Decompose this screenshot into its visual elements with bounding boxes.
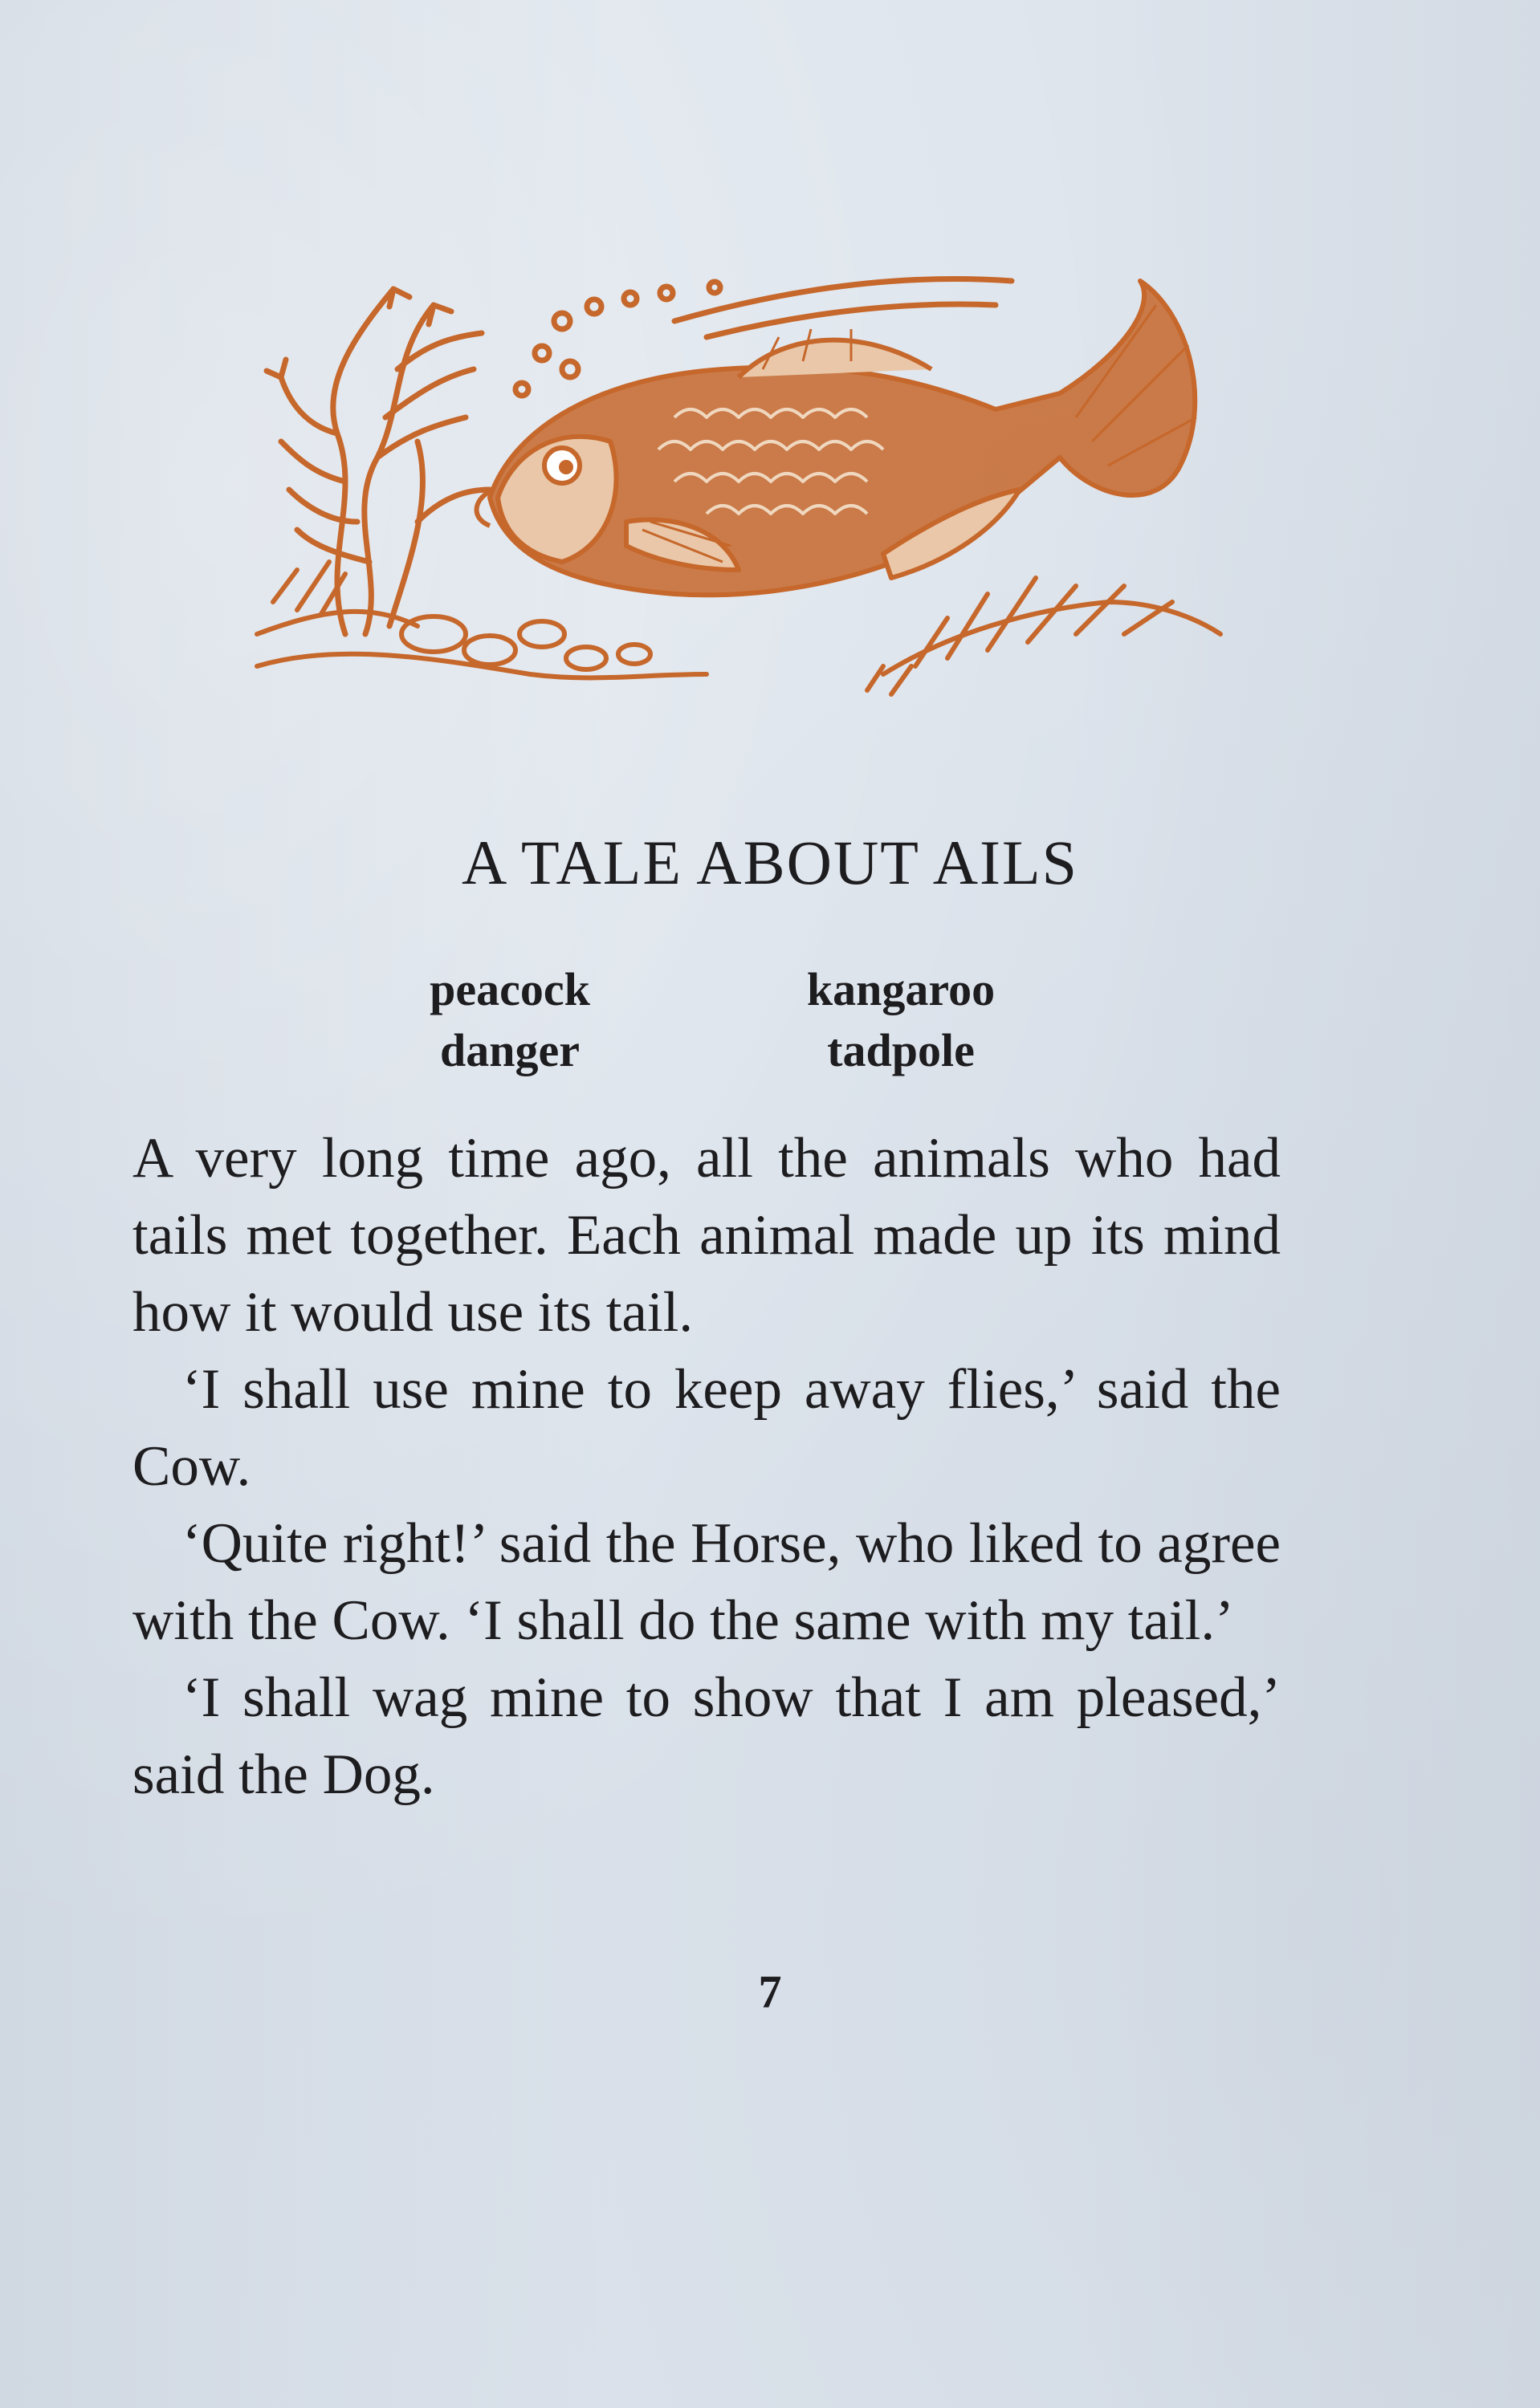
paragraph: A very long time ago, all the animals who had tails met together. Each animal made up its mind how it would use its tail.: [132, 1127, 1281, 1344]
vocabulary-word: danger: [440, 1024, 580, 1076]
vocabulary-word: peacock: [430, 963, 590, 1015]
story-body: [132, 1120, 1281, 1813]
vocabulary-column-left: [317, 959, 703, 1081]
paragraph: ‘Quite right!’ said the Horse, who liked to agree with the Cow. ‘I shall do the same with my tail.’: [132, 1512, 1281, 1652]
story-title: A TALE ABOUT AILS: [461, 828, 1079, 897]
vocabulary-word: kangaroo: [806, 963, 996, 1015]
fish-illustration: [225, 257, 1236, 706]
vocabulary-column-right: [708, 959, 1094, 1081]
fish-among-weeds-icon: [225, 257, 1236, 706]
paragraph: ‘I shall wag mine to show that I am pleased,’ said the Dog.: [132, 1666, 1281, 1806]
vocabulary-word: tadpole: [827, 1024, 975, 1076]
page-number: 7: [758, 1966, 782, 2018]
paragraph: ‘I shall use mine to keep away flies,’ said the Cow.: [132, 1358, 1281, 1498]
